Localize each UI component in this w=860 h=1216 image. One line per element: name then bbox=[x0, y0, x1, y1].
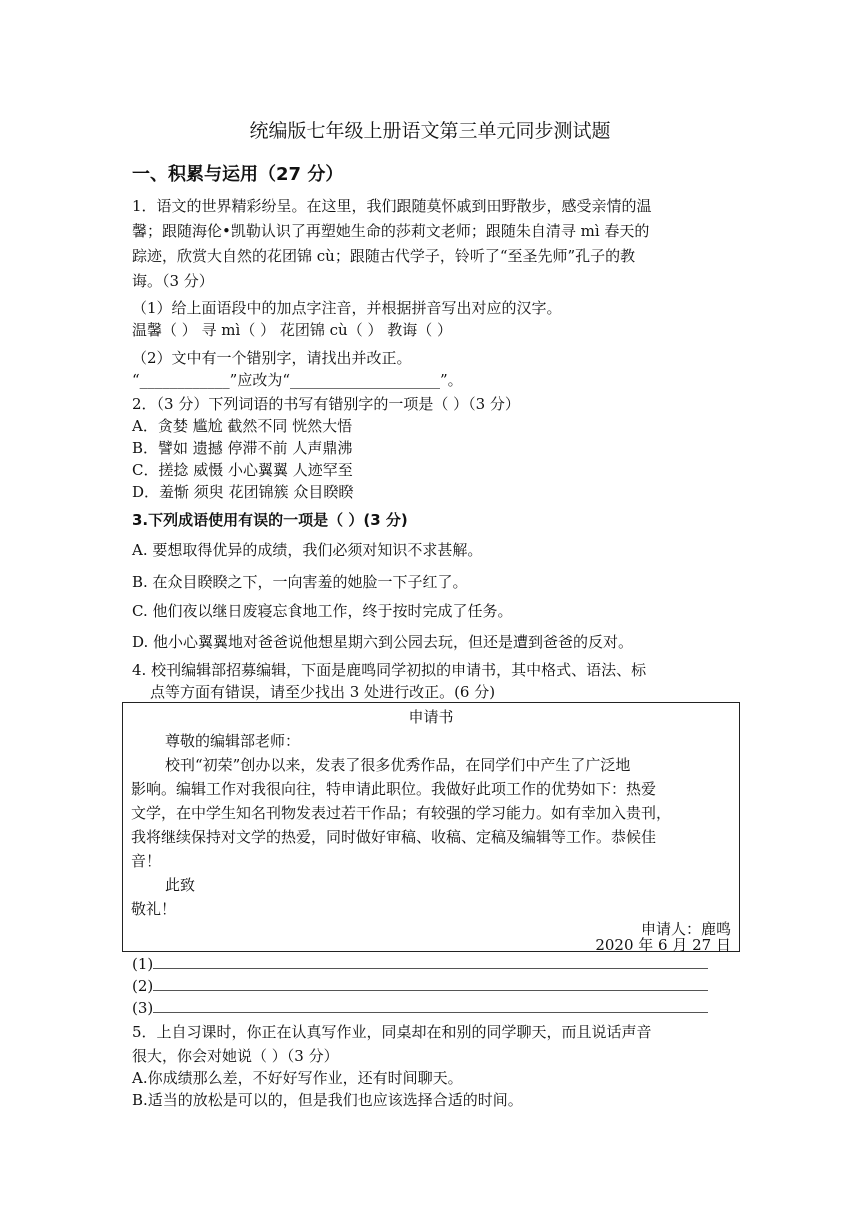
q5-option-b: B.适当的放松是可以的，但是我们也应该选择合适的时间。 bbox=[132, 1091, 523, 1109]
answer-label: (1) bbox=[132, 955, 154, 973]
q1-correction: “____________”应改为“____________________”。 bbox=[132, 371, 463, 389]
q5-line-1: 5．上自习课时，你正在认真写作业，同桌却在和别的同学聊天，而且说话声音 bbox=[132, 1023, 652, 1041]
q1-line-4: 诲。（3 分） bbox=[132, 272, 214, 290]
q2-option-b: B．譬如 遗撼 停滞不前 人声鼎沸 bbox=[132, 439, 353, 457]
letter-date: 2020 年 6 月 27 日 bbox=[595, 936, 731, 954]
q1-part-2: （2）文中有一个错别字，请找出并改正。 bbox=[132, 349, 412, 367]
q2-option-c: C．搓捻 威慑 小心翼翼 人迹罕至 bbox=[132, 461, 353, 479]
letter-body-5: 音！ bbox=[131, 852, 162, 870]
answer-label: (3) bbox=[132, 999, 154, 1017]
letter-body-2: 影响。编辑工作对我很向往，特申请此职位。我做好此项工作的优势如下：热爱 bbox=[131, 780, 657, 798]
section-heading: 一、积累与运用（27 分） bbox=[132, 164, 344, 185]
document-title: 统编版七年级上册语文第三单元同步测试题 bbox=[249, 120, 611, 142]
q4-line-2: 点等方面有错误，请至少找出 3 处进行改正。(6 分) bbox=[150, 683, 496, 701]
letter-body-4: 我将继续保持对文学的热爱，同时做好审稿、收稿、定稿及编辑等工作。恭候佳 bbox=[131, 828, 657, 846]
q1-part-1: （1）给上面语段中的加点字注音，并根据拼音写出对应的汉字。 bbox=[132, 299, 562, 317]
letter-signer: 申请人：鹿鸣 bbox=[640, 920, 731, 938]
q3-option-c: C. 他们夜以继日废寝忘食地工作，终于按时完成了任务。 bbox=[132, 602, 513, 620]
q1-fill-blanks: 温馨（ ） 寻 mì（ ） 花团锦 cù（ ） 教诲（ ） bbox=[132, 321, 452, 339]
letter-body-1: 校刊“初荣”创办以来，发表了很多优秀作品，在同学们中产生了广泛地 bbox=[165, 756, 631, 774]
letter-closing-1: 此致 bbox=[165, 876, 196, 894]
letter-closing-2: 敬礼！ bbox=[131, 900, 177, 918]
q1-line-2: 馨；跟随海伦•凯勒认识了再塑她生命的莎莉文老师；跟随朱自清寻 mì 春天的 bbox=[132, 222, 650, 240]
answer-line[interactable] bbox=[153, 954, 708, 969]
q4-line-1: 4. 校刊编辑部招募编辑，下面是鹿鸣同学初拟的申请书，其中格式、语法、标 bbox=[132, 661, 647, 679]
q2-stem: 2．（3 分）下列词语的书写有错别字的一项是（ ）（3 分） bbox=[132, 395, 520, 413]
letter-body-3: 文学，在中学生知名刊物发表过若干作品；有较强的学习能力。如有幸加入贵刊， bbox=[131, 804, 672, 822]
q4-answer-3 bbox=[132, 998, 708, 1018]
q1-line-3: 踪迹，欣赏大自然的花团锦 cù；跟随古代学子，铃听了“至圣先师”孔子的教 bbox=[132, 247, 636, 265]
q3-option-d: D. 他小心翼翼地对爸爸说他想星期六到公园去玩，但还是遭到爸爸的反对。 bbox=[132, 633, 634, 651]
q2-option-d: D．羞惭 须臾 花团锦簇 众目睽睽 bbox=[132, 483, 354, 501]
letter-salutation: 尊敬的编辑部老师： bbox=[165, 732, 301, 750]
q4-answer-2 bbox=[132, 976, 708, 996]
q4-answer-1 bbox=[132, 954, 708, 974]
answer-line[interactable] bbox=[153, 998, 708, 1013]
q3-option-b: B. 在众目睽睽之下，一向害羞的她脸一下子红了。 bbox=[132, 573, 468, 591]
q5-line-2: 很大，你会对她说（ ）（3 分） bbox=[132, 1047, 339, 1065]
answer-label: (2) bbox=[132, 977, 154, 995]
application-letter-box bbox=[122, 702, 740, 952]
q5-option-a: A.你成绩那么差，不好好写作业，还有时间聊天。 bbox=[132, 1069, 463, 1087]
letter-heading: 申请书 bbox=[408, 708, 454, 726]
q3-stem: 3.下列成语使用有误的一项是（ ）(3 分) bbox=[132, 511, 408, 529]
q3-option-a: A. 要想取得优异的成绩，我们必须对知识不求甚解。 bbox=[132, 541, 483, 559]
q2-option-a: A．贪婪 尴尬 截然不同 恍然大悟 bbox=[132, 417, 353, 435]
answer-line[interactable] bbox=[153, 976, 708, 991]
q1-line-1: 1．语文的世界精彩纷呈。在这里，我们跟随莫怀戚到田野散步，感受亲情的温 bbox=[132, 197, 652, 215]
